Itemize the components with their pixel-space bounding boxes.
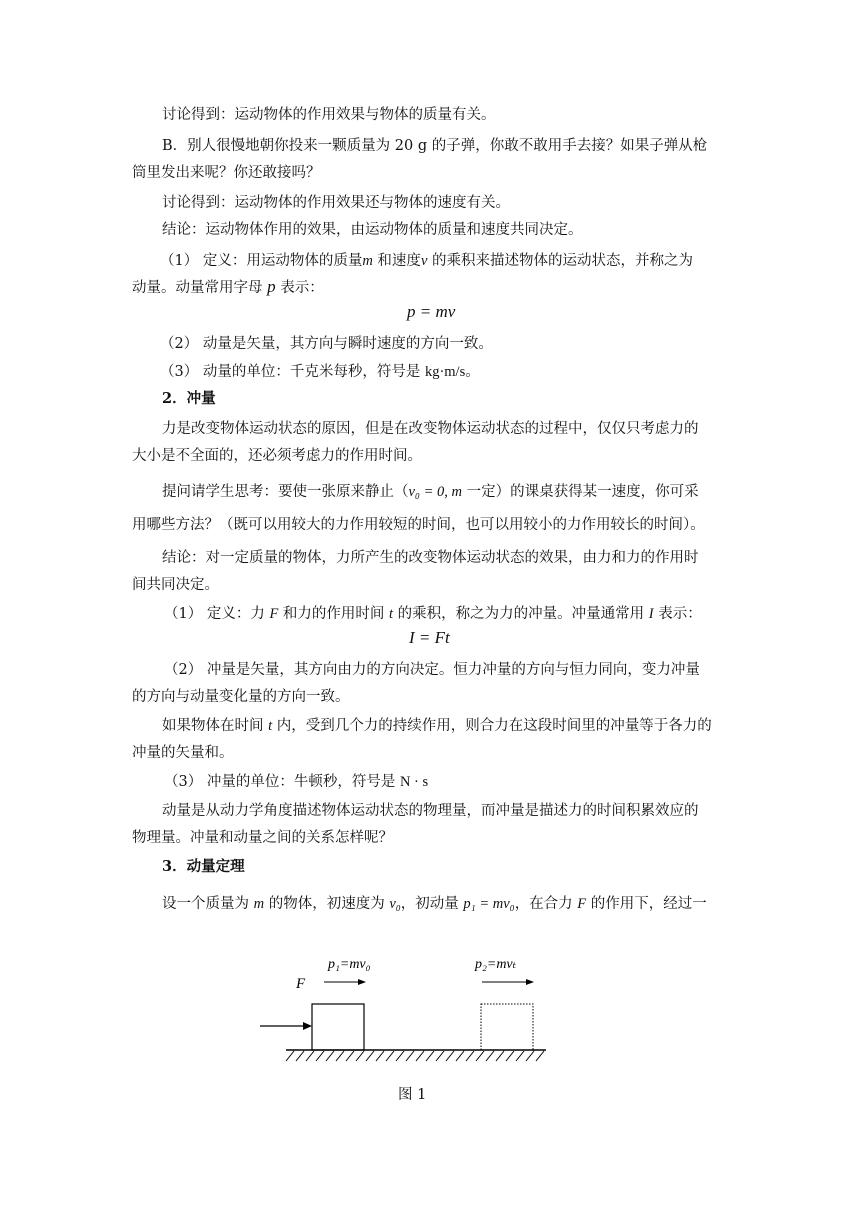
symbol-F: F bbox=[269, 606, 279, 622]
symbol-F-theorem: F bbox=[577, 896, 587, 912]
question-line2: 用哪些方法？（既可以用较大的力作用较短的时间，也可以用较小的力作用较长的时间）。 bbox=[132, 517, 705, 533]
momentum-definition-line1: （1） 定义：用运动物体的质量m 和速度v 的乘积来描述物体的运动状态，并称之为 bbox=[160, 253, 693, 269]
impulse-sum-line1: 如果物体在时间 t 内，受到几个力的持续作用，则合力在这段时间里的冲量等于各力的 bbox=[162, 718, 712, 734]
momentum-unit-symbol: kg·m/s bbox=[424, 364, 466, 380]
symbol-t: t bbox=[389, 606, 394, 622]
question-math: v₀ = 0, m bbox=[408, 484, 462, 500]
paragraph-conclusion: 结论：运动物体作用的效果，由运动物体的质量和速度共同决定。 bbox=[162, 222, 583, 238]
section-heading-impulse: 2．冲量 bbox=[162, 390, 216, 407]
impulse-unit: （3） 冲量的单位：牛顿秒，符号是 N · s bbox=[164, 774, 429, 790]
impulse-vector-line2: 的方向与动量变化量的方向一致。 bbox=[132, 689, 350, 705]
force-arrow bbox=[260, 1022, 312, 1030]
impulse-intro-line2: 大小是不全面的，还必须考虑力的作用时间。 bbox=[132, 448, 422, 464]
momentum-definition-line2: 动量。动量常用字母 p 表示： bbox=[132, 277, 324, 296]
label-p1: p₁=mv₀ bbox=[328, 957, 371, 972]
block-initial bbox=[312, 1004, 364, 1050]
label-F: F bbox=[296, 976, 306, 992]
impulse-sum-line2: 冲量的矢量和。 bbox=[132, 745, 234, 761]
symbol-t-sum: t bbox=[268, 718, 273, 734]
symbol-p1: p₁ = mv₀ bbox=[463, 896, 515, 912]
impulse-conclusion-line2: 间共同决定。 bbox=[132, 577, 219, 593]
momentum-unit: （3） 动量的单位：千克米每秒，符号是 kg·m/s。 bbox=[160, 364, 480, 380]
figure-caption: 图 1 bbox=[398, 1087, 427, 1103]
momentum-arrow-final bbox=[482, 979, 534, 985]
impulse-definition: （1） 定义：力 F 和力的作用时间 t 的乘积，称之为力的冲量。冲量通常用 I 表示： bbox=[164, 606, 702, 622]
relation-line2: 物理量。冲量和动量之间的关系怎样呢？ bbox=[132, 830, 393, 846]
symbol-v: v bbox=[420, 253, 428, 269]
impulse-unit-symbol: N · s bbox=[399, 774, 429, 790]
relation-line1: 动量是从动力学角度描述物体运动状态的物理量，而冲量是描述力的时间积累效应的 bbox=[162, 803, 699, 819]
figure-momentum-diagram bbox=[250, 950, 560, 1065]
formula-impulse: I = Ft bbox=[409, 628, 450, 647]
impulse-conclusion-line1: 结论：对一定质量的物体，力所产生的改变物体运动状态的效果，由力和力的作用时 bbox=[162, 550, 699, 566]
formula-momentum: p = mv bbox=[407, 302, 456, 321]
paragraph-bullet-question: B．别人很慢地朝你投来一颗质量为 20 g 的子弹，你敢不敢用手去接？如果子弹从枪 bbox=[162, 138, 708, 154]
impulse-intro-line1: 力是改变物体运动状态的原因，但是在改变物体运动状态的过程中，仅仅只考虑力的 bbox=[162, 421, 699, 437]
label-p2: p₂=mvₜ bbox=[475, 957, 517, 972]
section-heading-theorem: 3．动量定理 bbox=[162, 858, 245, 875]
ground-surface bbox=[286, 1050, 546, 1061]
momentum-vector: （2） 动量是矢量，其方向与瞬时速度的方向一致。 bbox=[160, 336, 493, 352]
paragraph-bullet-question-cont: 筒里发出来呢？你还敢接吗？ bbox=[132, 165, 321, 181]
momentum-arrow-initial bbox=[324, 979, 366, 985]
paragraph-discussion-mass: 讨论得到：运动物体的作用效果与物体的质量有关。 bbox=[162, 107, 496, 123]
symbol-p: p bbox=[267, 277, 276, 296]
question-line1: 提问请学生思考：要使一张原来静止（v₀ = 0, m 一定）的课桌获得某一速度，你可采 bbox=[162, 484, 699, 500]
paragraph-discussion-velocity: 讨论得到：运动物体的作用效果还与物体的速度有关。 bbox=[162, 195, 510, 211]
symbol-I: I bbox=[648, 606, 654, 622]
block-final-dashed bbox=[481, 1004, 533, 1050]
symbol-m-theorem: m bbox=[253, 896, 265, 912]
theorem-setup-line: 设一个质量为 m 的物体，初速度为 v₀，初动量 p₁ = mv₀，在合力 F 的作用下，经过一 bbox=[162, 896, 707, 912]
impulse-vector-line1: （2） 冲量是矢量，其方向由力的方向决定。恒力冲量的方向与恒力同向，变力冲量 bbox=[164, 662, 700, 678]
symbol-v0: v₀ bbox=[389, 896, 401, 912]
symbol-m: m bbox=[362, 253, 373, 269]
